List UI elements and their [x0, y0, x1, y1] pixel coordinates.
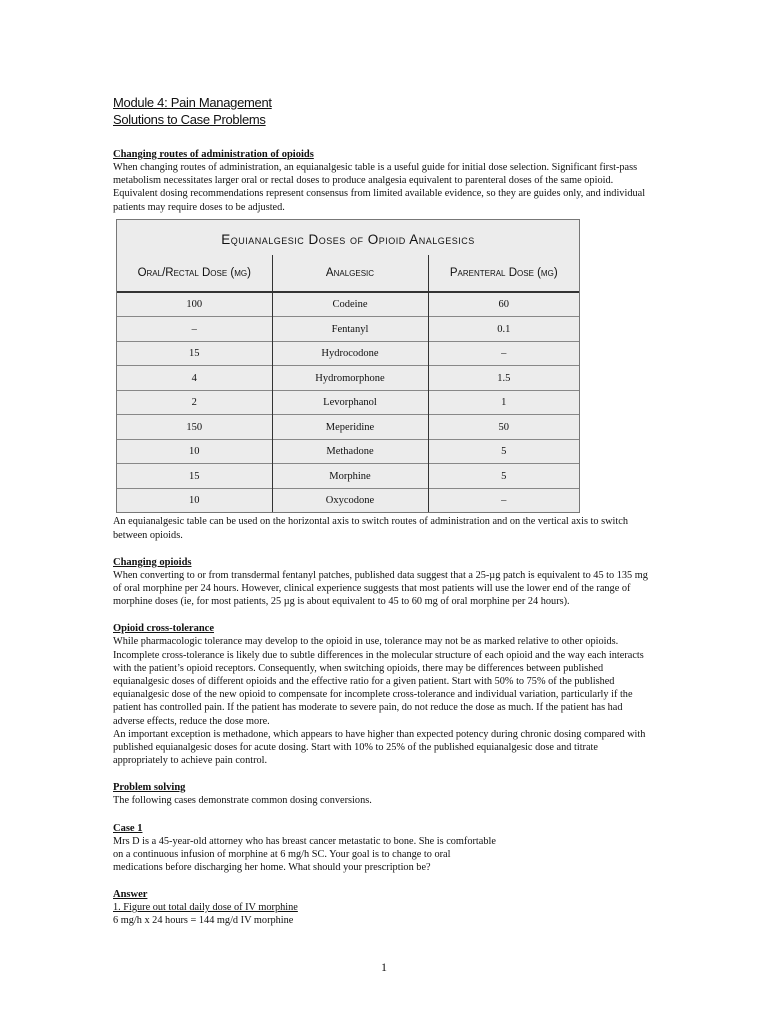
section-heading-case1: Case 1 [113, 822, 143, 834]
table-row [117, 341, 579, 366]
cell-oral: 15 [117, 464, 272, 489]
cell-oral: 10 [117, 439, 272, 464]
section-heading-problem-solving: Problem solving [113, 782, 186, 794]
section-body-changing-opioids: When converting to or from transdermal fentanyl patches, published data suggest that a 25-µg patch is equivalent to 45 to 135 mg of oral morphine per 24 hours. However, clinical experience suggests that most patients will use the lower end of the range of morphine doses (ie, for most patients, 25 µg is about equivalent to 45 to 60 mg of oral morphine per 24 hours). [113, 569, 648, 608]
cell-oral: 2 [117, 390, 272, 415]
case1-line3: medications before discharging her home. What should your prescription be? [113, 861, 431, 873]
cell-oral: – [117, 317, 272, 342]
table-row [117, 488, 579, 512]
cell-analgesic: Levorphanol [272, 390, 428, 415]
table-row [117, 390, 579, 415]
table-row [117, 464, 579, 489]
cell-analgesic: Hydromorphone [272, 366, 428, 391]
table-row [117, 439, 579, 464]
cell-oral: 150 [117, 415, 272, 440]
cell-parenteral: 50 [428, 415, 579, 440]
module-title: Module 4: Pain Management [113, 95, 272, 110]
cell-parenteral: 5 [428, 464, 579, 489]
cell-parenteral: 0.1 [428, 317, 579, 342]
table-row [117, 366, 579, 391]
cell-analgesic: Oxycodone [272, 488, 428, 512]
cell-analgesic: Fentanyl [272, 317, 428, 342]
table-row [117, 415, 579, 440]
case1-line1: Mrs D is a 45-year-old attorney who has breast cancer metastatic to bone. She is comfortable [113, 835, 496, 847]
answer-step1: 1. Figure out total daily dose of IV morphine [113, 902, 298, 914]
cell-parenteral: – [428, 341, 579, 366]
cell-analgesic: Codeine [272, 292, 428, 317]
cell-oral: 10 [117, 488, 272, 512]
table-header-analgesic: Analgesic [272, 255, 428, 292]
section-heading-routes: Changing routes of administration of opioids [113, 149, 314, 160]
equianalgesic-table [117, 255, 579, 513]
cell-parenteral: – [428, 488, 579, 512]
answer-calc: 6 mg/h x 24 hours = 144 mg/d IV morphine [113, 915, 294, 927]
section-body-cross-tolerance: While pharmacologic tolerance may develop to the opioid in use, tolerance may not be as marked relative to other opioids. Incomplete cross-tolerance is likely due to subtle differences in the molecular structure of each opioid and the way each interacts with the patient’s opioid receptors. Consequently, when switching opioids, there may be differences between published equianalgesic doses of different opioids and the effective ratio for a given patient. Start with 50% to 75% of the published equianalgesic dose of the new opioid to compensate for incomplete cross-tolerance and individual variation, particularly if the patient has controlled pain. If the patient has moderate to severe pain, do not reduce the dose as much. If the patient has had adverse effects, reduce the dose more. [113, 636, 644, 727]
section-body-routes: When changing routes of administration, an equianalgesic table is a useful guide for initial dose selection. Significant first-pass metabolism necessitates larger oral or rectal doses to produce analgesia equivalent to parenteral doses of the same opioid. Equivalent dosing recommendations represent consensus from limited available evidence, so they are guides only, and individual patients may require doses to be adjusted. [113, 162, 646, 213]
cell-oral: 4 [117, 366, 272, 391]
section-body-problem-solving: The following cases demonstrate common dosing conversions. [113, 795, 372, 807]
table-header-oral: Oral/Rectal Dose (mg) [117, 255, 272, 292]
cell-analgesic: Morphine [272, 464, 428, 489]
equianalgesic-table-box [116, 219, 580, 514]
cell-analgesic: Hydrocodone [272, 341, 428, 366]
section-heading-changing-opioids: Changing opioids [113, 556, 192, 568]
cell-oral: 15 [117, 341, 272, 366]
table-header-parenteral: Parenteral Dose (mg) [428, 255, 579, 292]
table-row [117, 317, 579, 342]
cell-parenteral: 1 [428, 390, 579, 415]
cell-analgesic: Methadone [272, 439, 428, 464]
section-body-methadone: An important exception is methadone, which appears to have higher than expected potency during chronic dosing compared with published equianalgesic doses for acute dosing. Start with 10% to 25% of the published equianalgesic dose and titrate appropriately to achieve pain control. [113, 728, 646, 767]
page-number: 1 [381, 960, 387, 974]
document-page [113, 94, 653, 928]
table-row [117, 292, 579, 317]
table-header-row [117, 255, 579, 292]
table-title: Equianalgesic Doses of Opioid Analgesics [221, 231, 475, 247]
cell-analgesic: Meperidine [272, 415, 428, 440]
module-subtitle: Solutions to Case Problems [113, 112, 266, 127]
section-heading-cross-tolerance: Opioid cross-tolerance [113, 623, 215, 635]
cell-parenteral: 60 [498, 299, 509, 311]
cell-oral: 100 [186, 299, 203, 311]
case1-line2: on a continuous infusion of morphine at 6 mg/h SC. Your goal is to change to oral [113, 848, 451, 860]
table-caption: An equianalgesic table can be used on the horizontal axis to switch routes of administration and on the vertical axis to switch between opioids. [113, 516, 628, 541]
cell-parenteral: 5 [428, 439, 579, 464]
section-heading-answer: Answer [113, 889, 148, 901]
cell-parenteral: 1.5 [428, 366, 579, 391]
